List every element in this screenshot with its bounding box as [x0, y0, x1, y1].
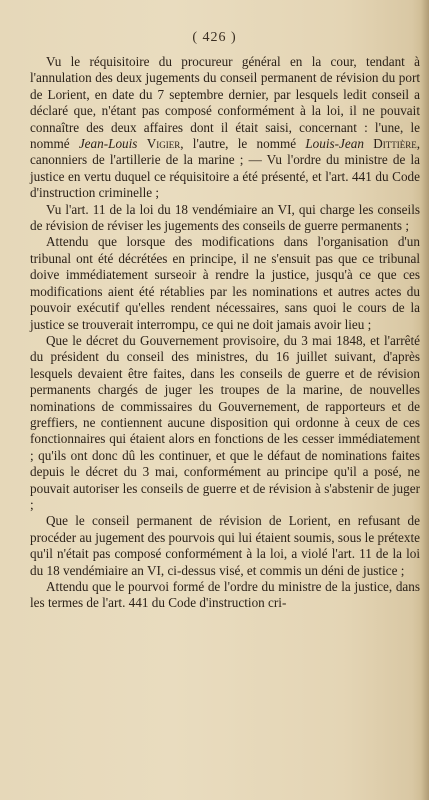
text-run — [364, 136, 373, 151]
paragraph-6 — [30, 579, 420, 612]
person-surname: Dittière — [373, 136, 417, 152]
person-surname: Vigier — [146, 136, 181, 152]
person-first-name: Jean-Louis — [78, 136, 138, 152]
paragraph-2 — [30, 202, 420, 235]
page-number: ( 426 ) — [192, 30, 237, 45]
page-edge-shadow — [421, 0, 429, 800]
text-run: Vu le réquisitoire du procureur général en la cour, tendant à l'annulation des deux jugements du conseil permanent de révision du port de Lorient, en date du 7 septembre dernier, par lesquels ledit conseil a déclaré que, n'étant pas composé conformément à la loi, il ne pouvait connaître des deux affaires dont il était saisi, concernant : l'une, le nommé — [30, 54, 420, 152]
paragraph-1 — [30, 54, 420, 202]
text-run: Vu l'art. 11 de la loi du 18 vendémiaire an VI, qui charge les conseils de révision de réviser les jugements des conseils de guerre permanents ; — [30, 201, 420, 234]
paragraph-5 — [30, 513, 420, 579]
text-run: Que le décret du Gouvernement provisoire, du 3 mai 1848, et l'arrêté du président du conseil des ministres, du 16 juillet suivant, d'après lesquels devaient être faites, dans les conseils de guerre et de révision permanents chargés de juger les troupes de la marine, de nouvelles nominations de commissaires du Gouvernement, de rapporteurs et de greffiers, ne contiennent aucune disposition qui ordonne à ceux de ces fonctionnaires qui étaient alors en fonctions de les cesser immédiatement ; qu'ils ont donc dû les continuer, et que le défaut de nominations faites depuis le décret du 3 mai, conformément au principe qu'il a posé, ne pouvait autoriser les conseils de guerre et de révision à s'abstenir de juger ; — [30, 332, 420, 512]
paragraph-3 — [30, 234, 420, 332]
body-text — [30, 54, 420, 612]
text-run: Que le conseil permanent de révision de Lorient, en refusant de procéder au jugement des pourvois qui lui étaient soumis, sous le prétexte qu'il n'était pas composé conformément à la loi, a violé l'art. 11 de la loi du 18 vendémiaire an VI, ci-dessus visé, et commis un déni de justice ; — [30, 513, 420, 578]
text-run: Attendu que lorsque des modifications dans l'organisation d'un tribunal ont été décrétées en principe, il ne s'ensuit pas que ce tribunal doive immédiatement surseoir à rendre la justice, jusqu'à ce que ces modifications aient été rétablies par les nominations et autres actes du pouvoir exécutif qu'elles rendent nécessaires, sans quoi le cours de la justice se trouverait interrompu, ce qui ne doit jamais avoir lieu ; — [30, 234, 420, 332]
text-run — [137, 136, 146, 151]
text-run: , canonniers de l'artillerie de la marine ; — Vu l'ordre du ministre de la justice en vertu duquel ce réquisitoire a été présenté, et l'art. 441 du Code d'instruction criminelle ; — [30, 136, 421, 201]
paragraph-4 — [30, 333, 420, 513]
person-first-name: Louis-Jean — [305, 136, 364, 152]
text-run: Attendu que le pourvoi formé de l'ordre du ministre de la justice, dans les termes de l'art. 441 du Code d'instruction cri- — [30, 579, 420, 611]
text-run: , l'autre, le nommé — [180, 136, 306, 152]
